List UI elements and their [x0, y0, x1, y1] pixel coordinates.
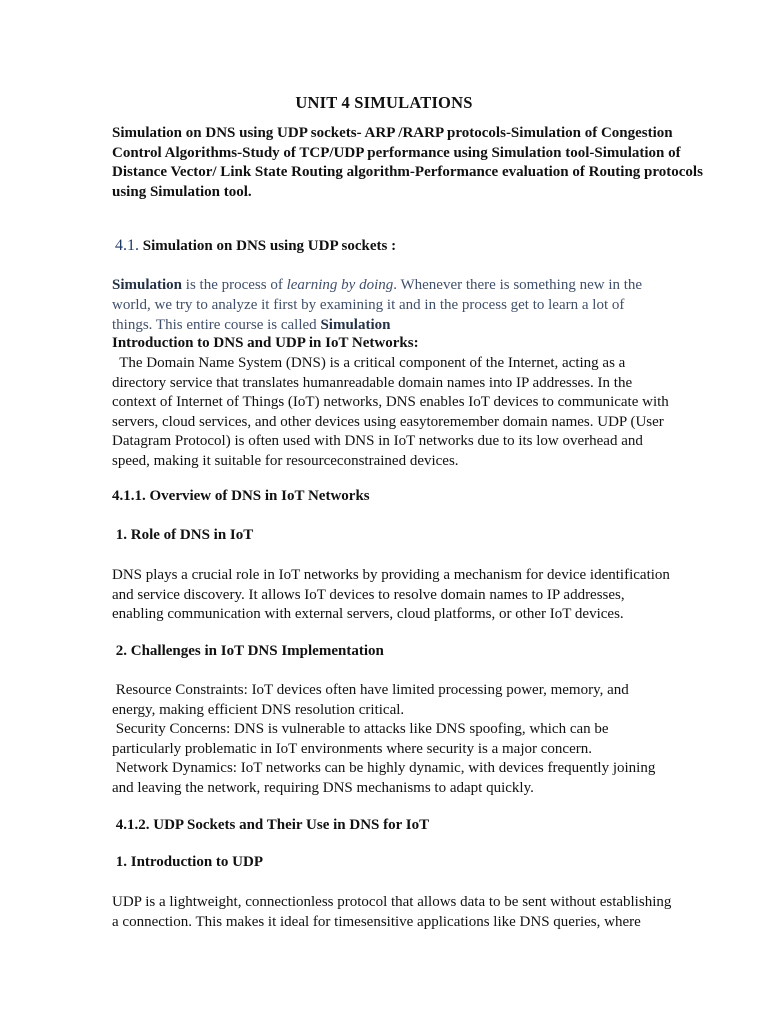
- role-of-dns-paragraph: [112, 566, 677, 625]
- paragraph-line: context of Internet of Things (IoT) networks, DNS enables IoT devices to communicate with: [112, 394, 669, 410]
- challenges-paragraph: [112, 681, 677, 798]
- section-4-1-heading: [115, 237, 396, 255]
- intro-dns-udp-heading: Introduction to DNS and UDP in IoT Networks:: [112, 335, 419, 351]
- intro-dns-paragraph: [112, 354, 677, 471]
- paragraph-line: The Domain Name System (DNS) is a critical component of the Internet, acting as a: [112, 355, 626, 371]
- paragraph-line: Datagram Protocol) is often used with DNS in IoT networks due to its low overhead and: [112, 433, 643, 449]
- paragraph-line: and service discovery. It allows IoT devices to resolve domain names to IP addresses,: [112, 586, 625, 603]
- paragraph-line: directory service that translates humanreadable domain names into IP addresses. In the: [112, 374, 633, 391]
- syllabus-line: using Simulation tool.: [112, 183, 252, 200]
- section-title: Simulation on DNS using UDP sockets :: [142, 238, 397, 254]
- simulation-definition-paragraph: [112, 275, 672, 335]
- syllabus-line: Distance Vector/ Link State Routing algorithm-Performance evaluation of Routing protocols: [112, 164, 703, 180]
- section-number: 4.1.: [115, 237, 139, 254]
- paragraph-line: DNS plays a crucial role in IoT networks by providing a mechanism for device identification: [112, 567, 670, 583]
- text-fragment: things. This entire course is called: [112, 317, 321, 333]
- paragraph-line: particularly problematic in IoT environments where security is a major concern.: [112, 740, 592, 757]
- paragraph-line: speed, making it suitable for resourceconstrained devices.: [112, 452, 459, 469]
- syllabus-line: Simulation on DNS using UDP sockets- ARP /RARP protocols-Simulation of Congestion: [112, 125, 673, 141]
- role-of-dns-heading: 1. Role of DNS in IoT: [112, 527, 254, 543]
- paragraph-line: Network Dynamics: IoT networks can be highly dynamic, with devices frequently joining: [112, 760, 656, 776]
- simulation-term: Simulation: [320, 317, 391, 333]
- paragraph-line: [112, 315, 672, 335]
- paragraph-line: a connection. This makes it ideal for timesensitive applications like DNS queries, where: [112, 913, 641, 930]
- challenges-heading: 2. Challenges in IoT DNS Implementation: [112, 643, 384, 659]
- paragraph-line: UDP is a lightweight, connectionless protocol that allows data to be sent without establishing: [112, 894, 672, 910]
- text-fragment: . Whenever there is something new in the: [393, 277, 643, 293]
- paragraph-line: Security Concerns: DNS is vulnerable to attacks like DNS spoofing, which can be: [112, 721, 609, 737]
- text-fragment: is the process of: [182, 277, 287, 293]
- page-title: UNIT 4 SIMULATIONS: [295, 93, 473, 112]
- udp-paragraph: [112, 893, 677, 932]
- intro-udp-heading: 1. Introduction to UDP: [112, 854, 263, 870]
- simulation-term: Simulation: [112, 277, 183, 293]
- paragraph-line: [112, 275, 672, 295]
- paragraph-line: Resource Constraints: IoT devices often have limited processing power, memory, and: [112, 682, 629, 698]
- section-4-1-1-heading: 4.1.1. Overview of DNS in IoT Networks: [112, 488, 370, 504]
- paragraph-line: servers, cloud services, and other devices using easytoremember domain names. UDP (User: [112, 413, 664, 430]
- emphasis-learning-by-doing: learning by doing: [286, 277, 394, 293]
- section-4-1-2-heading: 4.1.2. UDP Sockets and Their Use in DNS for IoT: [112, 817, 430, 833]
- syllabus-line: Control Algorithms-Study of TCP/UDP performance using Simulation tool-Simulation of: [112, 144, 681, 161]
- paragraph-line: energy, making efficient DNS resolution critical.: [112, 701, 405, 718]
- paragraph-line: world, we try to analyze it first by examining it and in the process get to learn a lot of: [112, 297, 625, 313]
- paragraph-line: and leaving the network, requiring DNS mechanisms to adapt quickly.: [112, 779, 534, 796]
- unit-syllabus-paragraph: [112, 124, 703, 202]
- paragraph-line: enabling communication with external servers, cloud platforms, or other IoT devices.: [112, 606, 624, 622]
